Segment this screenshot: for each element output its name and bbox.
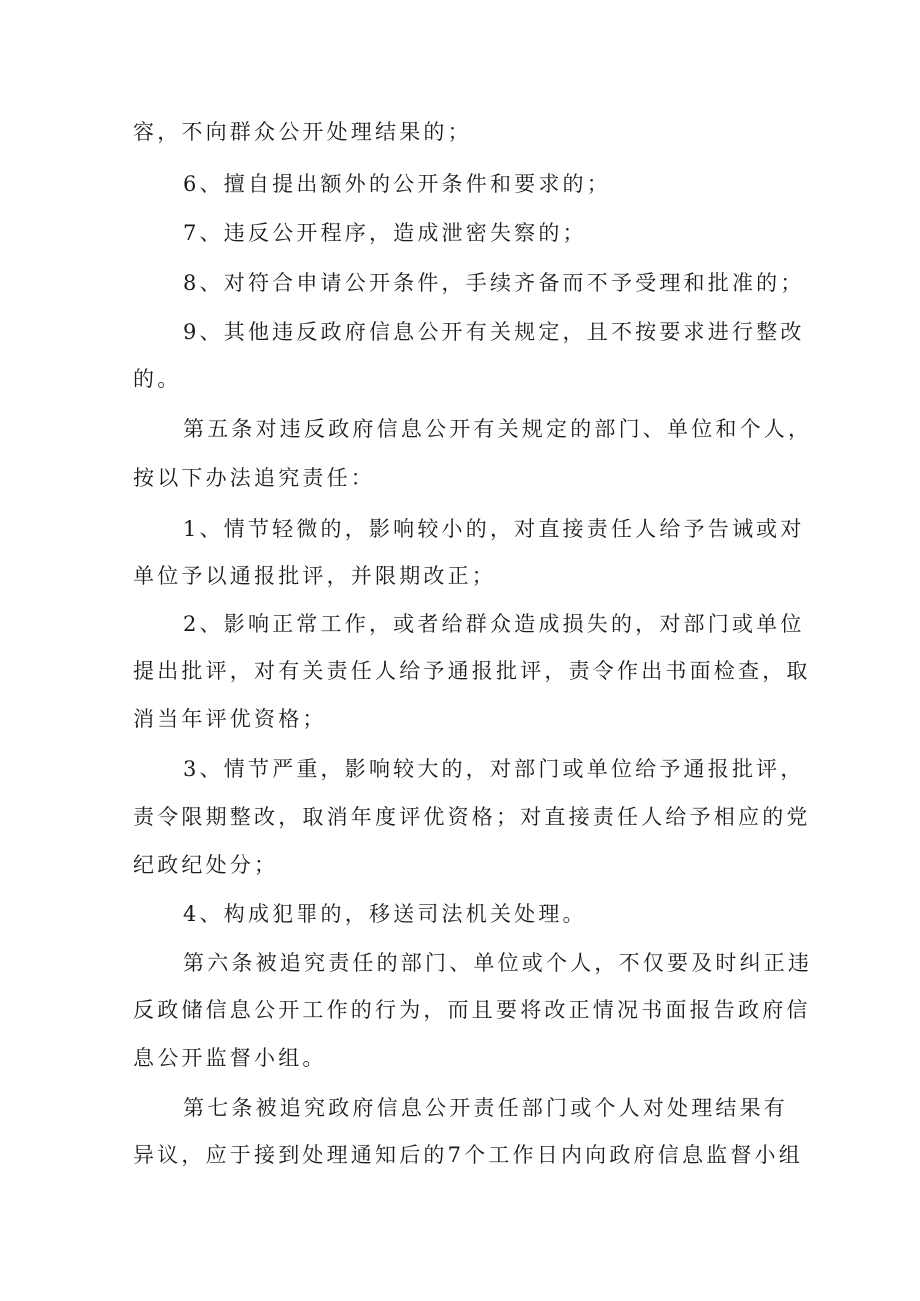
text-line: 9、其他违反政府信息公开有关规定，且不按要求进行整改 — [183, 320, 805, 344]
text-line: 7、违反公开程序，造成泄密失察的； — [183, 221, 587, 245]
text-line: 容，不向群众公开处理结果的； — [133, 120, 472, 144]
text-line: 8、对符合申请公开条件，手续齐备而不予受理和批准的； — [183, 271, 805, 295]
text-line: 提出批评，对有关责任人给予通报批评，责令作出书面检查，取 — [133, 659, 811, 683]
text-line: 第七条被追究政府信息公开责任部门或个人对处理结果有 — [183, 1096, 788, 1120]
text-line: 反政储信息公开工作的行为，而且要将改正情况书面报告政府信 — [133, 998, 811, 1022]
text-line: 责令限期整改，取消年度评优资格；对直接责任人给予相应的党 — [133, 805, 811, 829]
text-line: 第六条被追究责任的部门、单位或个人，不仅要及时纠正违 — [183, 951, 813, 975]
text-line: 4、构成犯罪的，移送司法机关处理。 — [183, 902, 587, 926]
text-line: 息公开监督小组。 — [133, 1046, 327, 1070]
text-line: 单位予以通报批评，并限期改正； — [133, 564, 496, 588]
text-line: 3、情节严重，影响较大的，对部门或单位给予通报批评， — [183, 757, 805, 781]
text-line: 2、影响正常工作，或者给群众造成损失的，对部门或单位 — [183, 612, 805, 636]
text-line: 纪政纪处分； — [133, 853, 279, 877]
text-line: 6、擅自提出额外的公开条件和要求的； — [183, 172, 611, 196]
text-line: 按以下办法追究责任： — [133, 466, 375, 490]
text-line: 的。 — [133, 367, 182, 391]
text-line: 异议，应于接到处理通知后的7个工作日内向政府信息监督小组 — [133, 1143, 803, 1167]
text-line: 1、情节轻微的，影响较小的，对直接责任人给予告诫或对 — [183, 517, 805, 541]
text-line: 消当年评优资格； — [133, 707, 327, 731]
text-line: 第五条对违反政府信息公开有关规定的部门、单位和个人， — [183, 417, 813, 441]
